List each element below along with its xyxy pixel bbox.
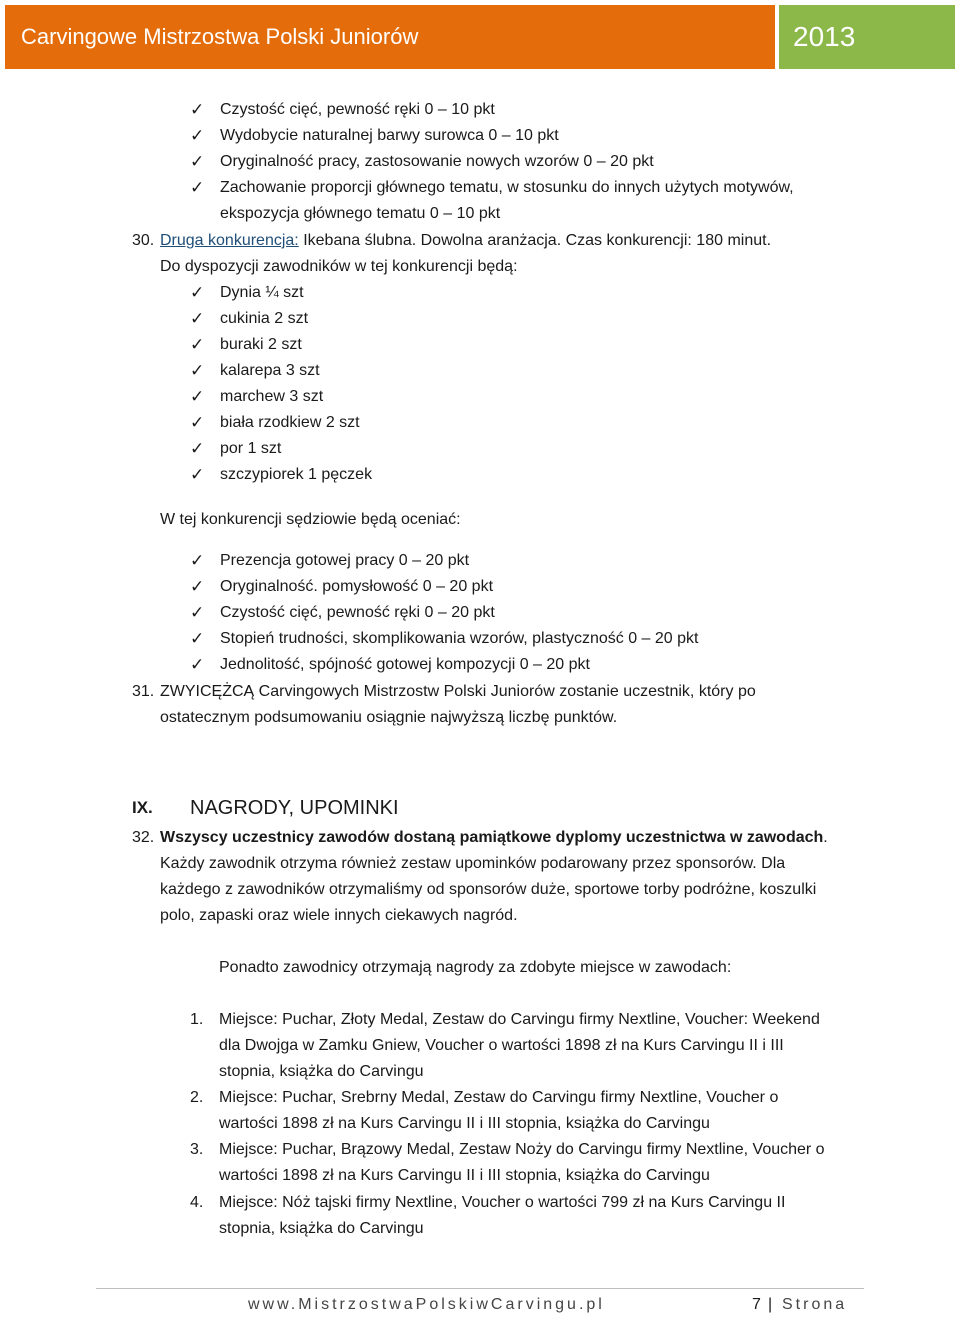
prizes-intro: Ponadto zawodnicy otrzymają nagrody za zdobyte miejsce w zawodach:	[219, 959, 732, 976]
criterion-item: Oryginalność. pomysłowość 0 – 20 pkt	[220, 578, 494, 595]
prize-line: Miejsce: Puchar, Złoty Medal, Zestaw do Carvingu firmy Nextline, Voucher: Weekend	[219, 1011, 820, 1028]
criterion-item: Prezencja gotowej pracy 0 – 20 pkt	[220, 552, 470, 569]
prize-number: 4.	[190, 1194, 204, 1211]
checkmark-icon: ✓	[190, 335, 205, 354]
prize-number: 3.	[190, 1141, 204, 1158]
footer-divider	[96, 1288, 864, 1289]
criterion-item: Czystość cięć, pewność ręki 0 – 20 pkt	[220, 604, 495, 621]
item-32-line	[160, 827, 828, 849]
competition-description: Ikebana ślubna. Dowolna aranżacja. Czas konkurencji: 180 minut.	[298, 232, 772, 249]
checkmark-icon: ✓	[190, 152, 205, 171]
checkmark-icon: ✓	[190, 655, 205, 674]
checkmark-icon: ✓	[190, 551, 205, 570]
material-item: Dynia ¼ szt	[220, 284, 304, 301]
material-item: cukinia 2 szt	[220, 310, 309, 327]
item-32-period: .	[823, 829, 828, 846]
section-number: IX.	[132, 798, 153, 817]
item-number: 30.	[132, 232, 155, 249]
competition-link[interactable]: Druga konkurencja:	[160, 232, 299, 249]
prize-line: Miejsce: Nóż tajski firmy Nextline, Voucher o wartości 799 zł na Kurs Carvingu II	[219, 1194, 786, 1211]
item-number: 31.	[132, 683, 155, 700]
checkmark-icon: ✓	[190, 577, 205, 596]
checkmark-icon: ✓	[190, 100, 205, 119]
checkmark-icon: ✓	[190, 465, 205, 484]
material-item: kalarepa 3 szt	[220, 362, 320, 379]
item-32-bold-text: Wszyscy uczestnicy zawodów dostaną pamiątkowe dyplomy uczestnictwa w zawodach	[160, 829, 824, 846]
checkmark-icon: ✓	[190, 387, 205, 406]
item-32-line: Każdy zawodnik otrzyma również zestaw upominków podarowany przez sponsorów. Dla	[160, 855, 786, 872]
page-header	[5, 5, 955, 69]
item-31-line: ZWYICĘŻCĄ Carvingowych Mistrzostw Polski Juniorów zostanie uczestnik, który po	[160, 683, 756, 700]
criterion-item: Stopień trudności, skomplikowania wzorów, plastyczność 0 – 20 pkt	[220, 630, 699, 647]
checkmark-icon: ✓	[190, 283, 205, 302]
footer-page-number: 7	[752, 1296, 761, 1313]
checkmark-icon: ✓	[190, 178, 205, 197]
item-32-line: każdego z zawodników otrzymaliśmy od sponsorów duże, sportowe torby podróżne, koszulki	[160, 881, 817, 898]
material-item: por 1 szt	[220, 440, 282, 457]
criterion-item: Czystość cięć, pewność ręki 0 – 10 pkt	[220, 101, 495, 118]
criterion-item: Zachowanie proporcji głównego tematu, w stosunku do innych użytych motywów,	[220, 179, 794, 196]
criterion-item: Oryginalność pracy, zastosowanie nowych wzorów 0 – 20 pkt	[220, 153, 654, 170]
checkmark-icon: ✓	[190, 309, 205, 328]
criterion-item: Wydobycie naturalnej barwy surowca 0 – 10 pkt	[220, 127, 559, 144]
judging-intro: W tej konkurencji sędziowie będą oceniać:	[160, 511, 461, 528]
header-title: Carvingowe Mistrzostwa Polski Juniorów	[5, 5, 775, 69]
checkmark-icon: ✓	[190, 439, 205, 458]
material-item: buraki 2 szt	[220, 336, 302, 353]
criterion-item-continuation: ekspozycja głównego tematu 0 – 10 pkt	[220, 205, 501, 222]
material-item: szczypiorek 1 pęczek	[220, 466, 373, 483]
checkmark-icon: ✓	[190, 361, 205, 380]
footer-url[interactable]: www.MistrzostwaPolskiwCarvingu.pl	[248, 1296, 605, 1313]
item-32-line: polo, zapaski oraz wiele innych ciekawych nagród.	[160, 907, 518, 924]
material-item: biała rzodkiew 2 szt	[220, 414, 360, 431]
item-31-line: ostatecznym podsumowaniu osiągnie najwyższą liczbę punktów.	[160, 709, 618, 726]
criterion-item: Jednolitość, spójność gotowej kompozycji 0 – 20 pkt	[220, 656, 590, 673]
footer-page-label: Strona	[782, 1296, 848, 1313]
prize-line: stopnia, książka do Carvingu	[219, 1220, 424, 1237]
prize-number: 2.	[190, 1089, 204, 1106]
header-year: 2013	[779, 5, 955, 69]
prize-line: dla Dwojga w Zamku Gniew, Voucher o wartości 1898 zł na Kurs Carvingu II i III	[219, 1037, 784, 1054]
materials-intro: Do dyspozycji zawodników w tej konkurencji będą:	[160, 258, 518, 275]
prize-line: wartości 1898 zł na Kurs Carvingu II i III stopnia, książka do Carvingu	[219, 1167, 710, 1184]
prize-line: Miejsce: Puchar, Brązowy Medal, Zestaw Noży do Carvingu firmy Nextline, Voucher o	[219, 1141, 825, 1158]
checkmark-icon: ✓	[190, 603, 205, 622]
checkmark-icon: ✓	[190, 413, 205, 432]
prize-line: Miejsce: Puchar, Srebrny Medal, Zestaw do Carvingu firmy Nextline, Voucher o	[219, 1089, 779, 1106]
prize-line: wartości 1898 zł na Kurs Carvingu II i III stopnia, książka do Carvingu	[219, 1115, 710, 1132]
item-number: 32.	[132, 829, 155, 846]
checkmark-icon: ✓	[190, 629, 205, 648]
prize-number: 1.	[190, 1011, 204, 1028]
item-30-text	[160, 230, 771, 252]
prize-line: stopnia, książka do Carvingu	[219, 1063, 424, 1080]
footer-separator: |	[768, 1296, 773, 1313]
section-title: NAGRODY, UPOMINKI	[190, 797, 399, 819]
checkmark-icon: ✓	[190, 126, 205, 145]
material-item: marchew 3 szt	[220, 388, 324, 405]
